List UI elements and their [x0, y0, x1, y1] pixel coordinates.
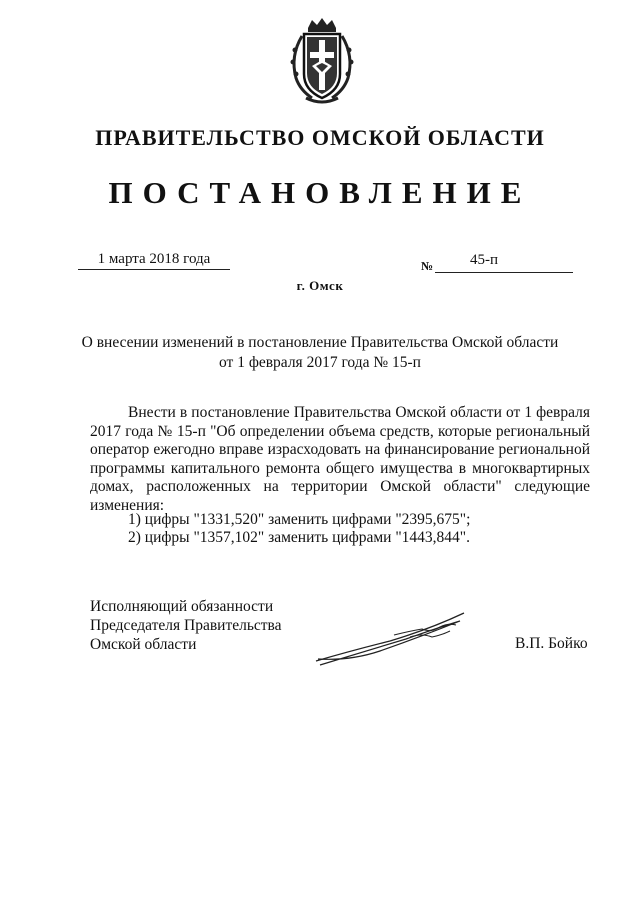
subject-line-2: от 1 февраля 2017 года № 15-п: [219, 354, 421, 371]
position-line-1: Исполняющий обязанности: [90, 598, 274, 615]
organization-title: ПРАВИТЕЛЬСТВО ОМСКОЙ ОБЛАСТИ: [95, 125, 545, 150]
document-body: [90, 404, 590, 515]
document-number: 45-п: [470, 252, 499, 268]
document-type-heading: ПОСТАНОВЛЕНИЕ: [108, 175, 532, 210]
omsk-coat-of-arms-icon: [286, 16, 358, 104]
signatory-position: [90, 597, 282, 654]
number-underline: [435, 254, 573, 273]
amendment-item-1: 1) цифры "1331,520" заменить цифрами "2395,675";: [128, 511, 471, 528]
position-line-3: Омской области: [90, 636, 197, 653]
document-subject: [60, 333, 580, 373]
position-line-2: Председателя Правительства: [90, 617, 282, 634]
number-sign: №: [421, 259, 434, 273]
handwritten-signature-icon: [310, 607, 470, 669]
body-paragraph: Внести в постановление Правительства Омской области от 1 февраля 2017 года № 15-п "Об определении объема средств, которые региональный оператор ежегодно вправе израсходовать на финансирование региональной программы капитального ремонта общего имущества в многоквартирных домах, расположенных на территории Омской области" следующие изменения:: [90, 404, 590, 514]
signatory-name: В.П. Бойко: [515, 635, 588, 652]
subject-line-1: О внесении изменений в постановление Правительства Омской области: [81, 334, 559, 351]
document-date: 1 марта 2018 года: [78, 251, 230, 270]
city-label: г. Омск: [296, 278, 344, 293]
amendment-item-2: 2) цифры "1357,102" заменить цифрами "1443,844".: [128, 529, 471, 546]
